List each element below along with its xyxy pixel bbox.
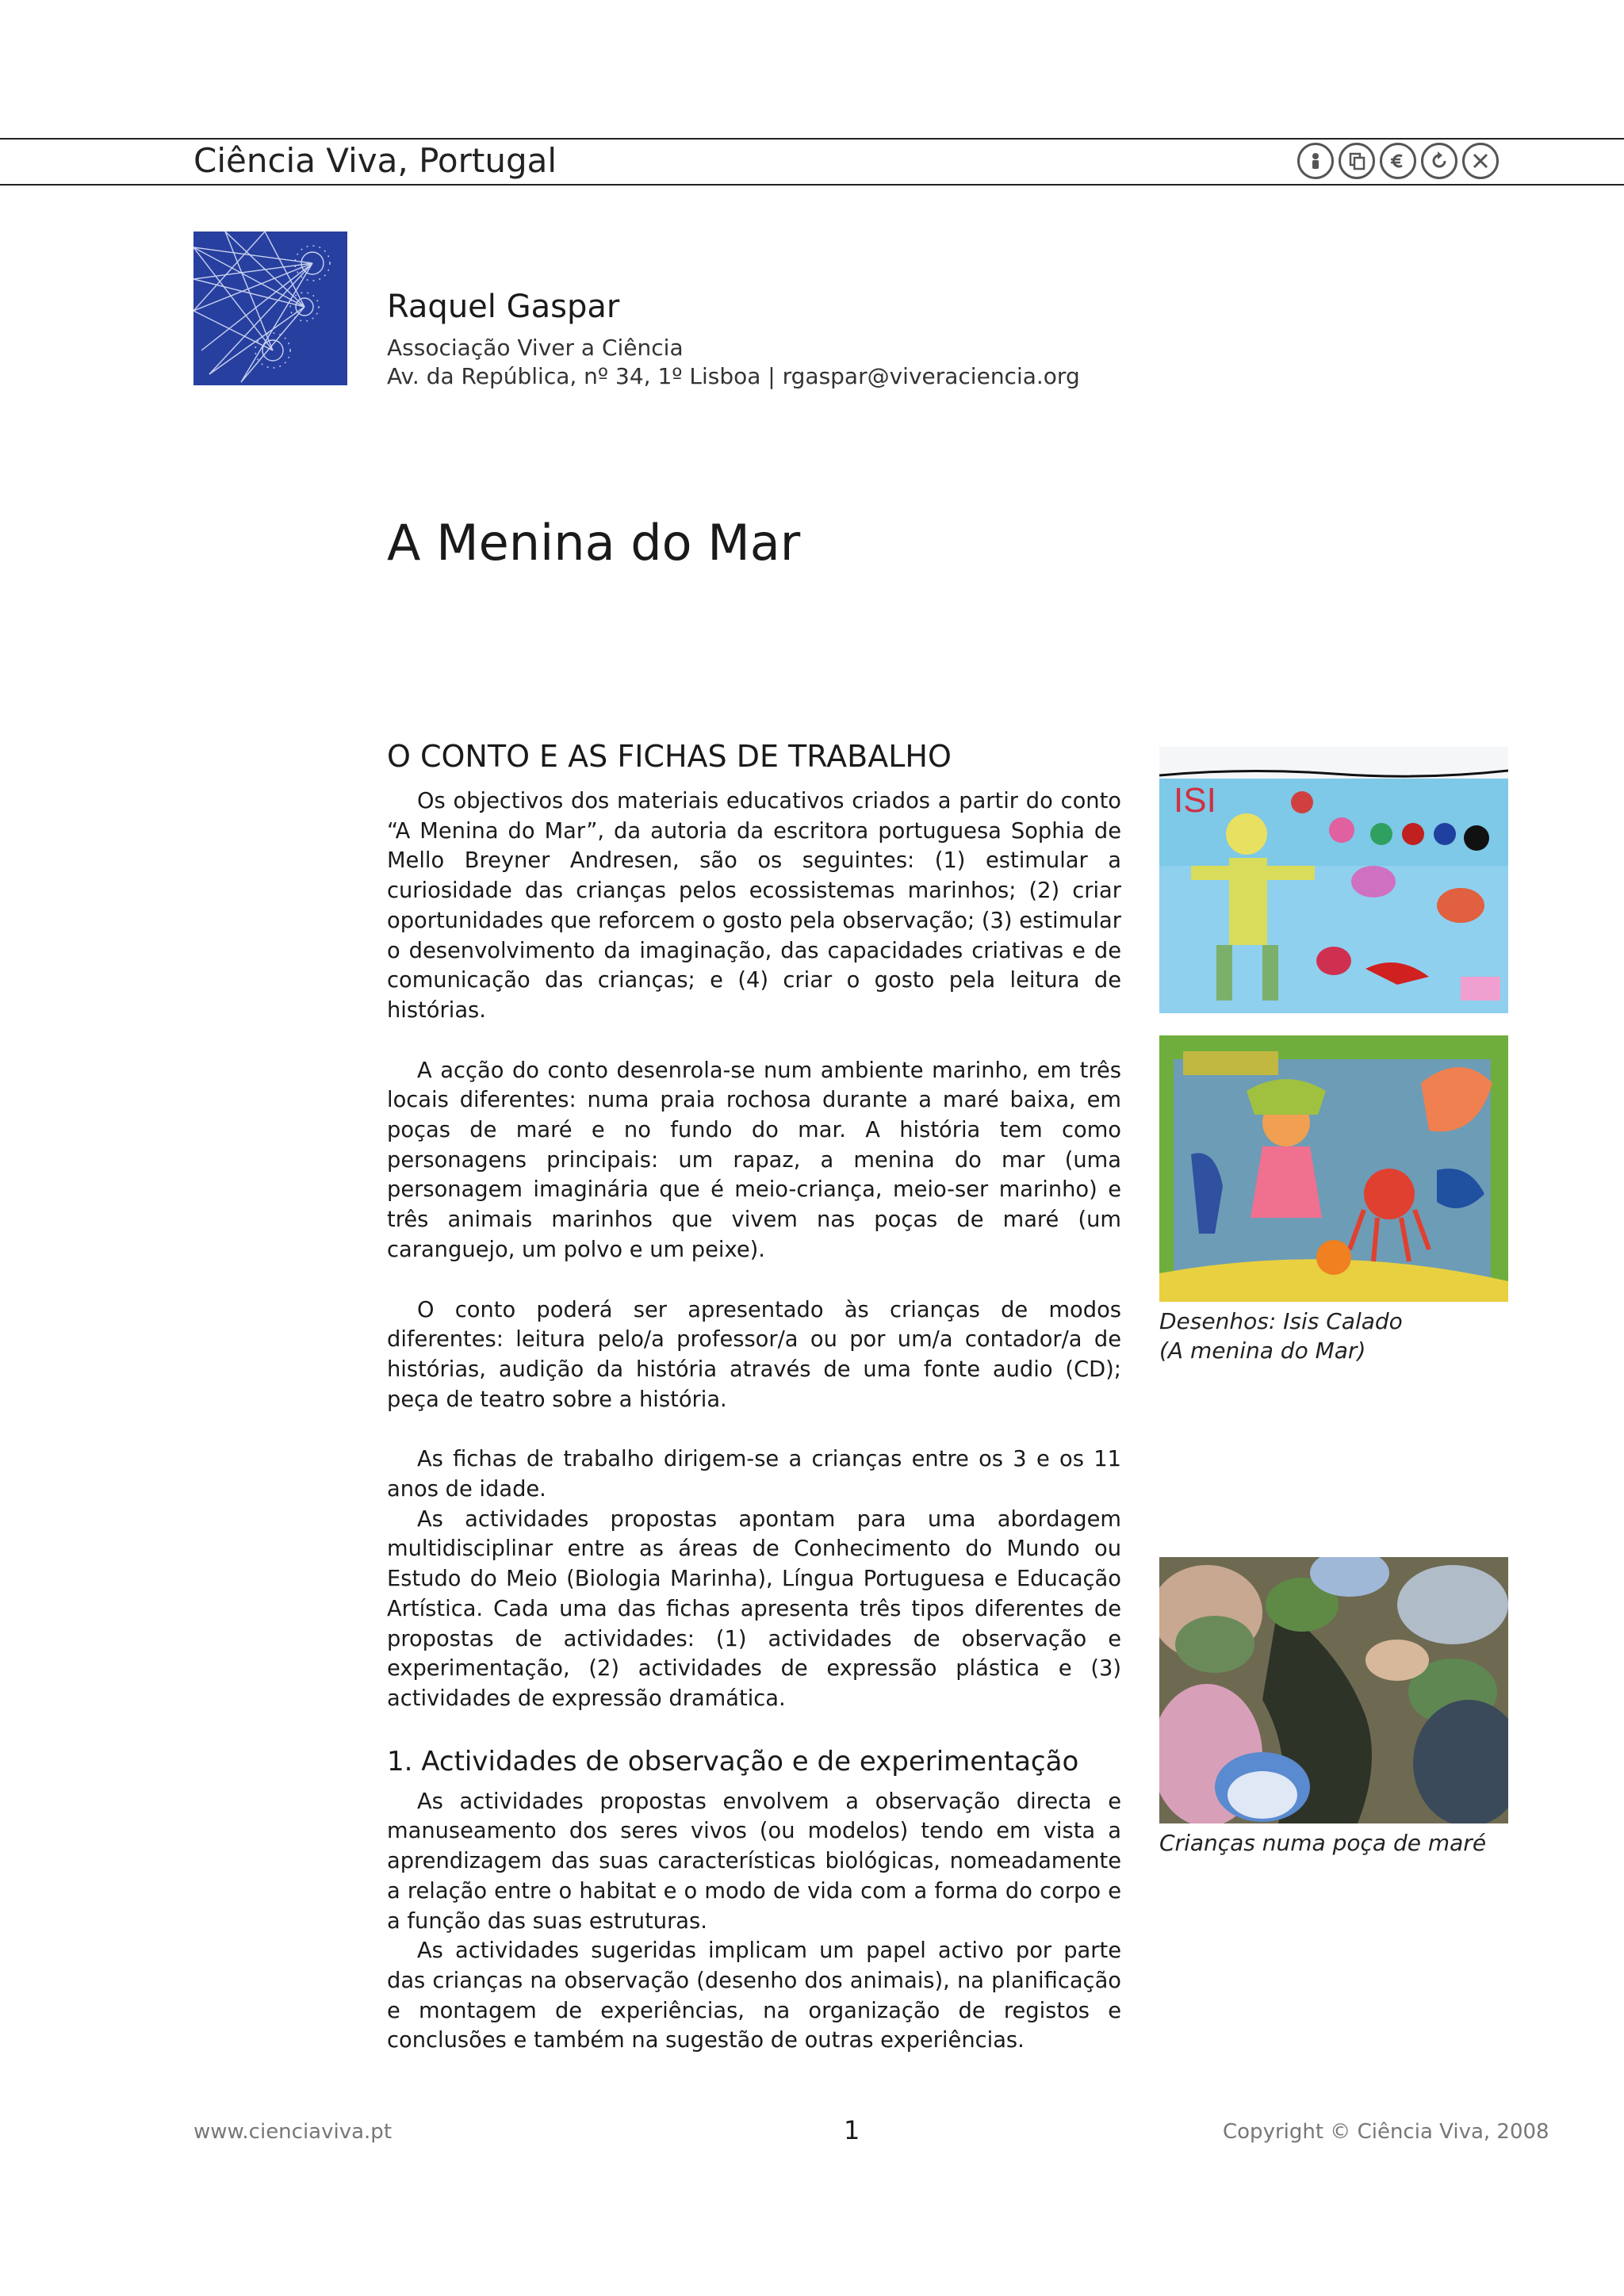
drawings-caption-title: (A menina do Mar) xyxy=(1159,1337,1366,1364)
page-title: A Menina do Mar xyxy=(387,514,801,572)
paragraph-story-setting: A acção do conto desenrola-se num ambiente marinho, em três locais diferentes: numa praia rochosa durante a maré baixa, em poças de maré e no fundo do mar. A história tem como personagens principais: um rapaz, a menina do mar (uma personagem imaginária que é meio-criança, meio-ser marinho) e três animais marinhos que vivem nas poças de maré (um caranguejo, um polvo e um peixe). xyxy=(387,1058,1121,1262)
main-column xyxy=(387,737,1121,2056)
drawings-caption xyxy=(1159,1307,1508,1365)
photo-caption: Crianças numa poça de maré xyxy=(1159,1830,1487,1856)
cc-nd-icon xyxy=(1339,143,1375,179)
network-logo xyxy=(193,232,347,385)
child-drawing-image-1 xyxy=(1159,747,1508,1013)
author-name: Raquel Gaspar xyxy=(387,289,620,325)
drawing-figure-1 xyxy=(1159,747,1508,1013)
child-drawing-image-2 xyxy=(1159,1035,1508,1302)
header-title: Ciência Viva, Portugal xyxy=(193,141,557,180)
section-heading: O CONTO E AS FICHAS DE TRABALHO xyxy=(387,739,952,774)
cc-by-icon xyxy=(1297,143,1334,179)
svg-text:ISI: ISI xyxy=(1174,781,1216,820)
footer-website: www.cienciaviva.pt xyxy=(193,2120,393,2144)
paragraph-objectives: Os objectivos dos materiais educativos criados a partir do conto “A Menina do Mar”, da autoria da escritora portuguesa Sophia de Mello Breyner Andresen, são os seguintes: (1) estimular a curiosidade das crianças pelos ecossistemas marinhos; (2) criar oportunidades que reforcem o gosto pela observação; (3) estimular o desenvolvimento da imaginação, das capacidades criativas e de comunicação das crianças; e (4) criar o gosto pela leitura de histórias. xyxy=(387,789,1121,1023)
paragraph-observation: As actividades propostas envolvem a observação directa e manuseamento dos seres vivos (ou modelos) tendo em vista a aprendizagem das suas características biológicas, nomeadamente a relação entre o habitat e o modo de vida com a forma do corpo e a função das suas estruturas. xyxy=(387,1789,1121,1934)
header-bottom-rule xyxy=(0,184,1624,186)
paragraph-activities: As actividades propostas apontam para uma abordagem multidisciplinar entre as áreas de Conhecimento do Mundo ou Estudo do Meio (Biologia Marinha), Língua Portuguesa e Educação Artística. Cada uma das fichas apresenta três tipos diferentes de propostas de actividades: (1) actividades de observação e experimentação, (2) actividades de expressão plástica e (3) actividades de expressão dramática. xyxy=(387,1506,1121,1711)
cc-no-icon xyxy=(1462,143,1499,179)
paragraph-presentation: O conto poderá ser apresentado às crianças de modos diferentes: leitura pelo/a professor/a ou por um/a contador/a de histórias, audição da história através de uma fonte audio (CD); peça de teatro sobre a história. xyxy=(387,1297,1121,1412)
paragraph-age-range: As fichas de trabalho dirigem-se a crianças entre os 3 e os 11 anos de idade. xyxy=(387,1447,1121,1502)
photo-figure xyxy=(1159,1557,1508,1858)
header-top-rule xyxy=(0,138,1624,140)
tide-pool-photo xyxy=(1159,1557,1508,1823)
paragraph-active-role: As actividades sugeridas implicam um papel activo por parte das crianças na observação (desenho dos animais), na planificação e montagem de experiências, na organização de registos e conclusões e também na sugestão de outras experiências. xyxy=(387,1938,1121,2053)
author-organization: Associação Viver a Ciência xyxy=(387,335,684,361)
footer-copyright: Copyright © Ciência Viva, 2008 xyxy=(1223,2120,1549,2144)
drawing-figure-2 xyxy=(1159,1035,1508,1365)
drawings-caption-credit: Desenhos: Isis Calado xyxy=(1159,1308,1403,1334)
license-icons xyxy=(1297,143,1499,179)
subsection-heading: 1. Actividades de observação e de experimentação xyxy=(387,1745,1079,1777)
footer-page-number: 1 xyxy=(844,2115,860,2145)
author-address: Av. da República, nº 34, 1º Lisboa | rgaspar@viveraciencia.org xyxy=(387,363,1080,389)
cc-sa-icon xyxy=(1421,143,1457,179)
cc-nc-icon xyxy=(1380,143,1416,179)
